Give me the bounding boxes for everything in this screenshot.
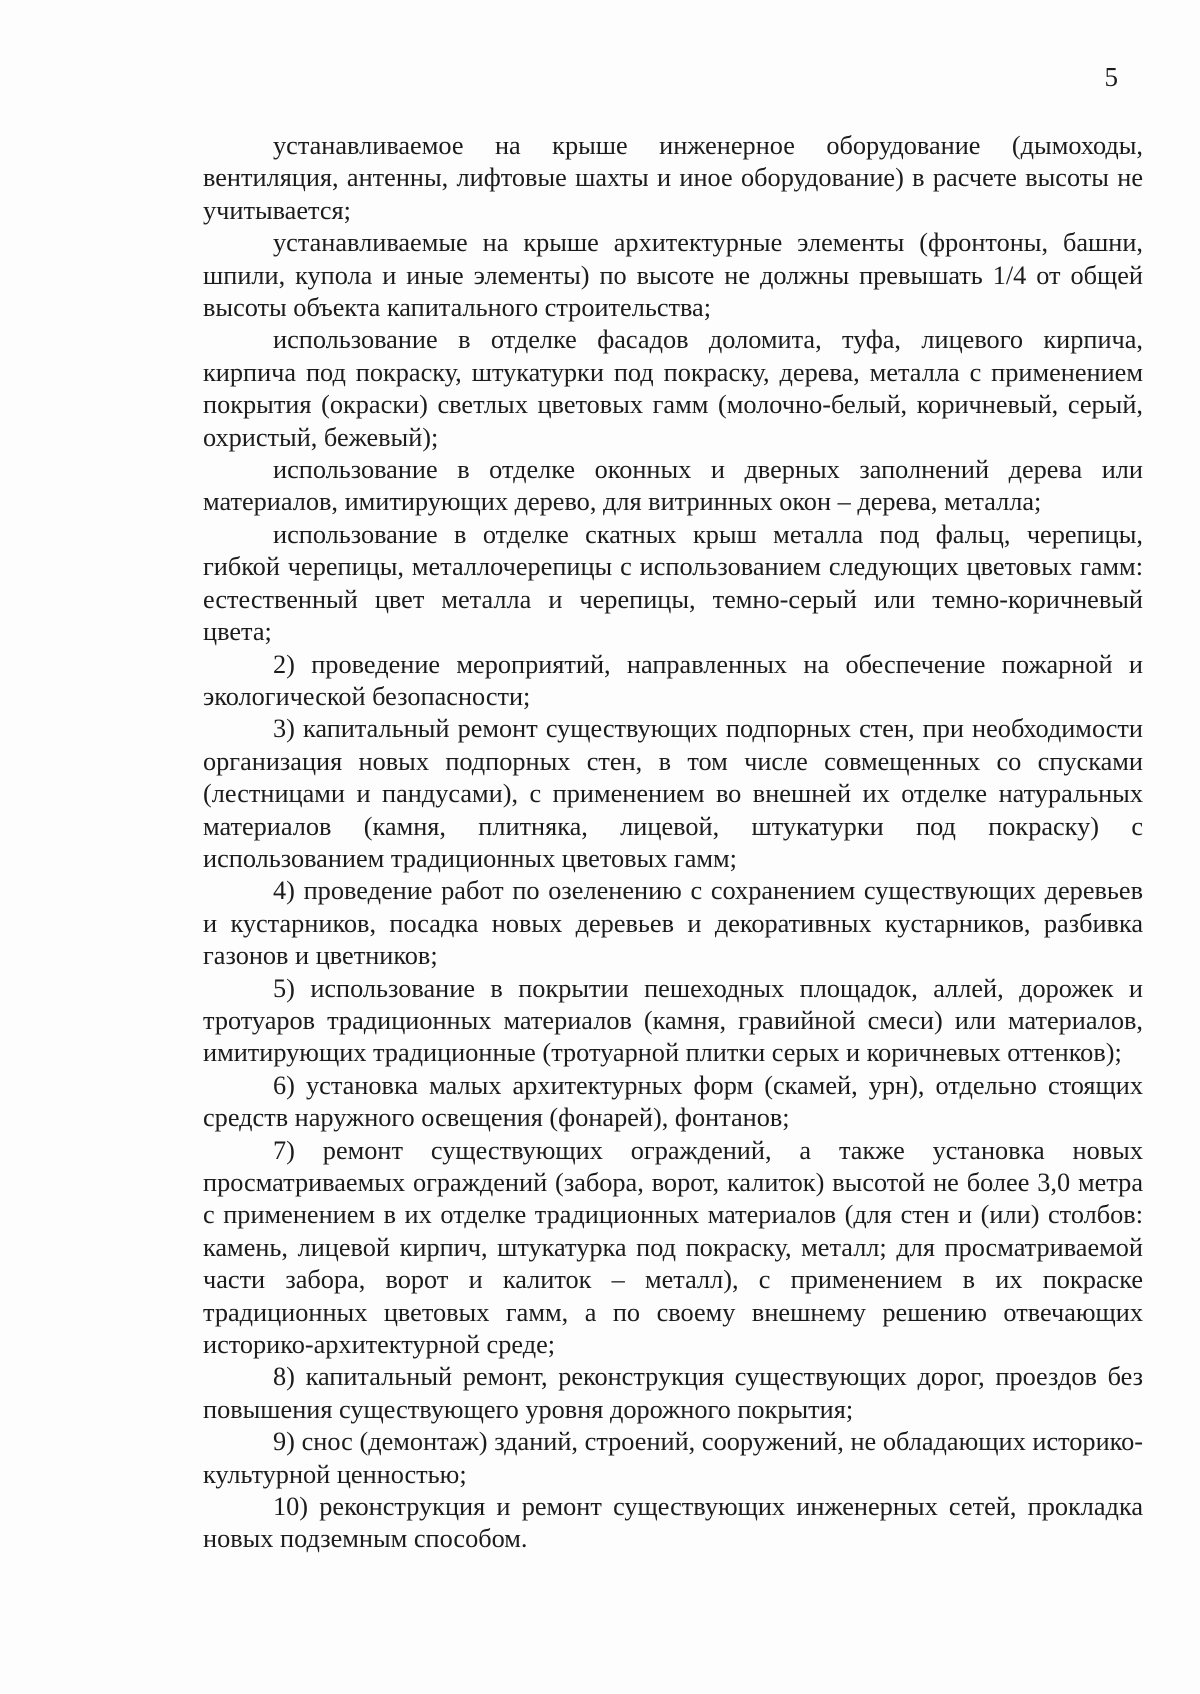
page-number: 5 <box>1104 62 1118 92</box>
paragraph-item-10: 10) реконструкция и ремонт существующих инженерных сетей, прокладка новых подземным способом. <box>203 1492 1143 1554</box>
paragraph-roof-equipment: устанавливаемое на крыше инженерное оборудование (дымоходы, вентиляция, антенны, лифтовые шахты и иное оборудование) в расчете высоты не учитывается; <box>203 131 1143 225</box>
paragraph-item-4: 4) проведение работ по озеленению с сохранением существующих деревьев и кустарников, посадка новых деревьев и декоративных кустарников, разбивка газонов и цветников; <box>203 876 1143 971</box>
paragraph-window-door-finishing: использование в отделке оконных и дверных заполнений дерева или материалов, имитирующих дерево, для витринных окон – дерева, металла; <box>203 455 1143 517</box>
paragraph-item-5: 5) использование в покрытии пешеходных площадок, аллей, дорожек и тротуаров традиционных материалов (камня, гравийной смеси) или материалов, имитирующих традиционные (тротуарной плитки серых и коричневых оттенков); <box>203 973 1143 1068</box>
paragraph-item-6: 6) установка малых архитектурных форм (скамей, урн), отдельно стоящих средств наружного освещения (фонарей), фонтанов; <box>203 1070 1143 1133</box>
paragraph-facade-finishing: использование в отделке фасадов доломита, туфа, лицевого кирпича, кирпича под покраску, штукатурки под покраску, дерева, металла с применением покрытия (окраски) светлых цветовых гамм (молочно-белый, коричневый, серый, охристый, бежевый); <box>203 325 1143 452</box>
paragraph-roof-architectural-elements: устанавливаемые на крыше архитектурные элементы (фронтоны, башни, шпили, купола и иные элементы) по высоте не должны превышать 1/4 от общей высоты объекта капитального строительства; <box>203 228 1143 323</box>
paragraph-item-9: 9) снос (демонтаж) зданий, строений, сооружений, не обладающих историко-культурной ценностью; <box>203 1427 1143 1489</box>
paragraph-item-2: 2) проведение мероприятий, направленных на обеспечение пожарной и экологической безопасности; <box>203 649 1143 711</box>
paragraph-item-8: 8) капитальный ремонт, реконструкция существующих дорог, проездов без повышения существующего уровня дорожного покрытия; <box>203 1362 1143 1424</box>
paragraph-item-7: 7) ремонт существующих ограждений, а также установка новых просматриваемых ограждений (забора, ворот, калиток) высотой не более 3,0 метра с применением в их отделке традиционных материалов (для стен и (или) столбов: камень, лицевой кирпич, штукатурка под покраску, металл; для просматриваемой части забора, ворот и калиток – металл), с применением в их покраске традиционных цветовых гамм, а по своему внешнему решению отвечающих историко-архитектурной среде; <box>203 1135 1143 1360</box>
document-body <box>203 130 1143 1556</box>
paragraph-item-3: 3) капитальный ремонт существующих подпорных стен, при необходимости организация новых подпорных стен, в том числе совмещенных со спусками (лестницами и пандусами), с применением во внешней их отделке натуральных материалов (камня, плитняка, лицевой, штукатурки под покраску) с использованием традиционных цветовых гамм; <box>203 714 1143 873</box>
paragraph-pitched-roof-finishing: использование в отделке скатных крыш металла под фальц, черепицы, гибкой черепицы, металлочерепицы с использованием следующих цветовых гамм: естественный цвет металла и черепицы, темно-серый или темно-коричневый цвета; <box>203 519 1143 647</box>
